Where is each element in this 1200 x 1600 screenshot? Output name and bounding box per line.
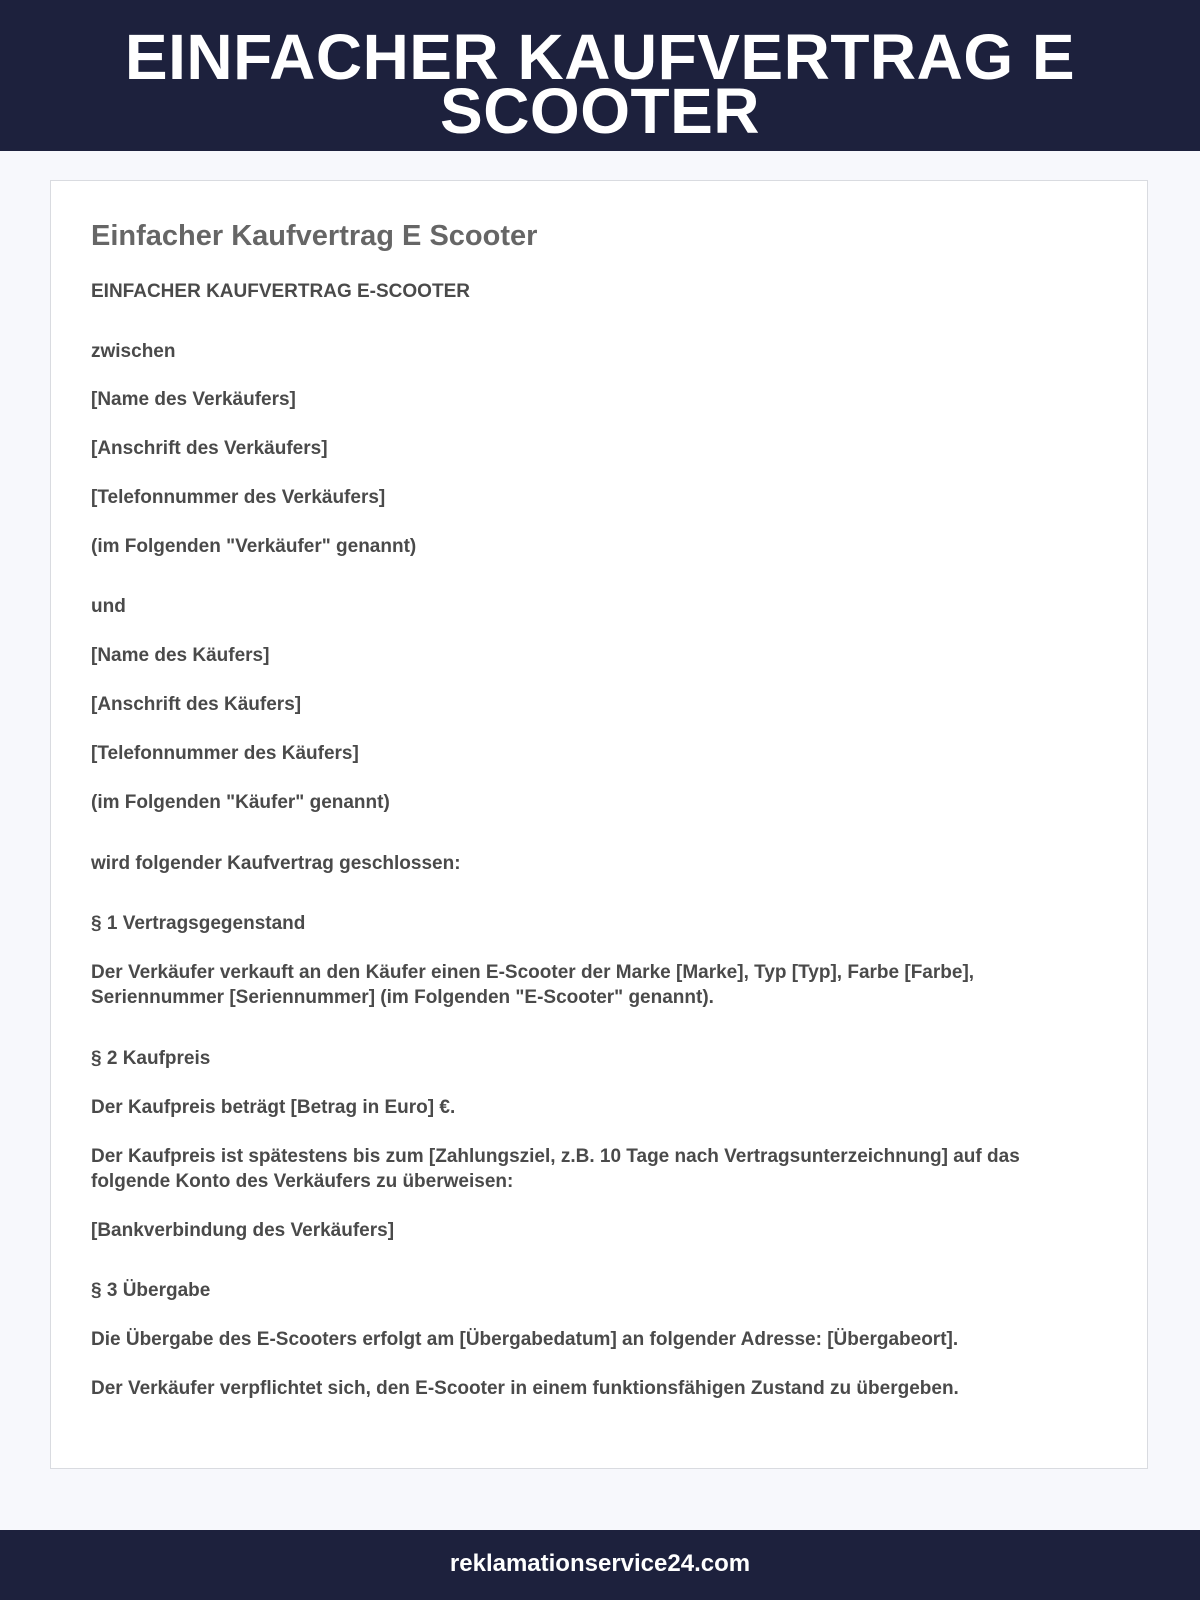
footer-site-name: reklamationservice24.com	[449, 1550, 751, 1577]
seller-name: [Name des Verkäufers]	[91, 389, 296, 410]
section-paragraph: [Bankverbindung des Verkäufers]	[91, 1220, 395, 1241]
contract-intro: wird folgender Kaufvertrag geschlossen:	[91, 853, 461, 874]
page-title: EINFACHER KAUFVERTRAG E SCOOTER	[124, 21, 1076, 147]
buyer-name: [Name des Käufers]	[91, 645, 270, 666]
buyer-address: [Anschrift des Käufers]	[91, 694, 302, 715]
section-paragraph: Der Kaufpreis ist spätestens bis zum [Zahlungsziel, z.B. 10 Tage nach Vertragsunterzeichnung] auf das folgende Konto des Verkäufers zu überweisen:	[91, 1146, 1020, 1192]
section-paragraph: Der Kaufpreis beträgt [Betrag in Euro] €.	[91, 1097, 456, 1118]
section-paragraph: Der Verkäufer verkauft an den Käufer einen E-Scooter der Marke [Marke], Typ [Typ], Farbe [Farbe], Seriennummer [Seriennummer] (im Folgenden "E-Scooter" genannt).	[91, 962, 975, 1008]
document-title: Einfacher Kaufvertrag E Scooter	[91, 220, 538, 252]
section-heading: § 1 Vertragsgegenstand	[91, 913, 306, 934]
seller-designation: (im Folgenden "Verkäufer" genannt)	[91, 536, 417, 557]
contract-heading: EINFACHER KAUFVERTRAG E-SCOOTER	[91, 281, 470, 302]
between-label: zwischen	[91, 341, 176, 362]
buyer-phone: [Telefonnummer des Käufers]	[91, 743, 359, 764]
seller-phone: [Telefonnummer des Verkäufers]	[91, 487, 386, 508]
page-header	[0, 0, 1200, 151]
section-paragraph: Die Übergabe des E-Scooters erfolgt am [Übergabedatum] an folgender Adresse: [Übergabeort].	[91, 1329, 959, 1350]
page-footer	[0, 1530, 1200, 1600]
and-label: und	[91, 596, 126, 617]
document-card	[50, 180, 1148, 1469]
section-heading: § 2 Kaufpreis	[91, 1048, 211, 1069]
buyer-designation: (im Folgenden "Käufer" genannt)	[91, 792, 390, 813]
seller-address: [Anschrift des Verkäufers]	[91, 438, 328, 459]
section-heading: § 3 Übergabe	[91, 1280, 211, 1301]
section-paragraph: Der Verkäufer verpflichtet sich, den E-Scooter in einem funktionsfähigen Zustand zu übergeben.	[91, 1378, 959, 1399]
